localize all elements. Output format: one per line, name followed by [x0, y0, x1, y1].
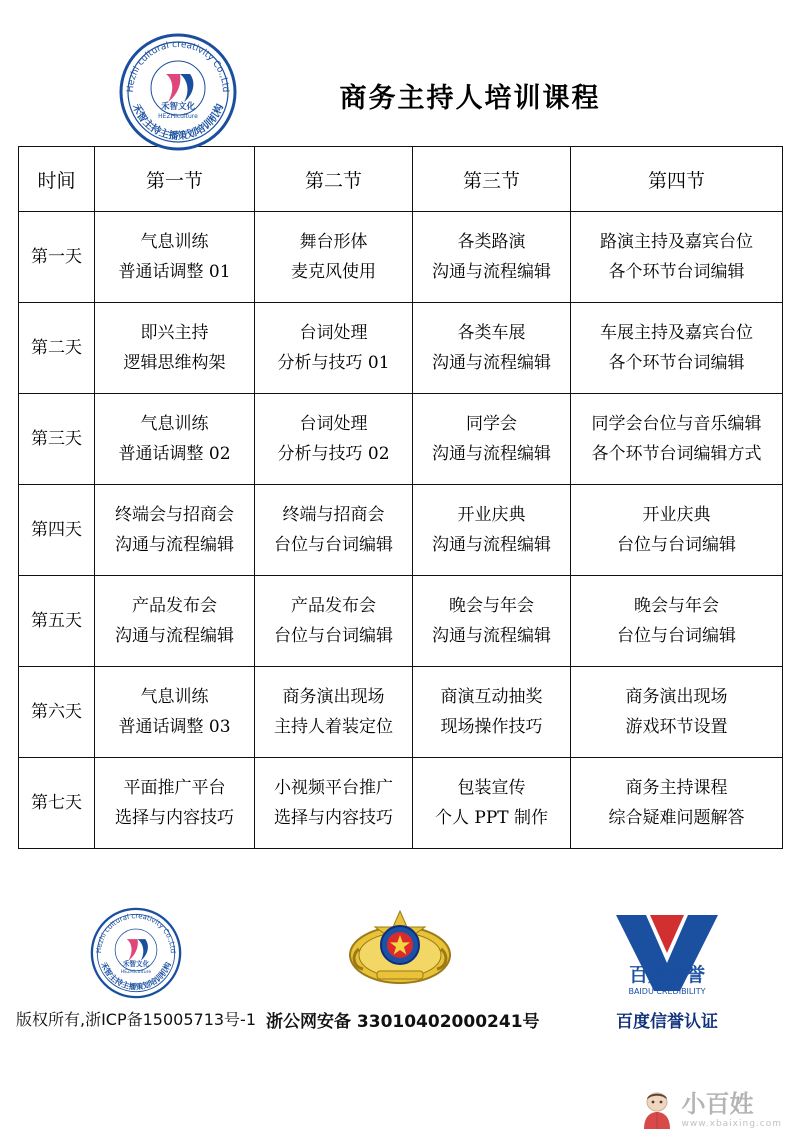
- cell-day5-session4: 晚会与年会 台位与台词编辑: [571, 576, 783, 667]
- cell-day7-session4: 商务主持课程 综合疑难问题解答: [571, 758, 783, 849]
- column-header-session-4: 第四节: [571, 147, 783, 212]
- cell-day4-session3: 开业庆典 沟通与流程编辑: [413, 485, 571, 576]
- row-day-label: 第四天: [19, 485, 95, 576]
- company-seal-logo-icon: [6, 905, 266, 1001]
- footer-badge-copyright: [0, 905, 266, 1030]
- baidu-credibility-v-icon: [534, 905, 800, 1001]
- table-row: [19, 758, 783, 849]
- cell-day7-session3: 包装宣传 个人 PPT 制作: [413, 758, 571, 849]
- table-row: [19, 485, 783, 576]
- row-day-label: 第一天: [19, 212, 95, 303]
- row-day-label: 第七天: [19, 758, 95, 849]
- cell-day7-session1: 平面推广平台 选择与内容技巧: [95, 758, 255, 849]
- cell-day3-session3: 同学会 沟通与流程编辑: [413, 394, 571, 485]
- cell-day5-session2: 产品发布会 台位与台词编辑: [255, 576, 413, 667]
- svg-text:Hezhi cultural creativity Co.,: Hezhi cultural creativity Co.,Ltd: [125, 39, 231, 93]
- cell-day2-session1: 即兴主持 逻辑思维构架: [95, 303, 255, 394]
- page-title: 商务主持人培训课程: [339, 82, 601, 114]
- svg-text:百度信誉: 百度信誉: [628, 964, 706, 986]
- row-day-label: 第六天: [19, 667, 95, 758]
- column-header-session-1: 第一节: [95, 147, 255, 212]
- cell-day6-session2: 商务演出现场 主持人着装定位: [255, 667, 413, 758]
- table-row: [19, 212, 783, 303]
- svg-text:禾智文化: 禾智文化: [160, 102, 196, 112]
- police-record-text: 浙公网安备 33010402000241号: [266, 1012, 540, 1032]
- xbaixing-mascot-icon: [638, 1089, 676, 1131]
- svg-text:禾智文化: 禾智文化: [122, 960, 150, 969]
- footer-badges: [0, 905, 800, 1032]
- watermark: [638, 1089, 783, 1131]
- cell-day4-session4: 开业庆典 台位与台词编辑: [571, 485, 783, 576]
- cell-day1-session3: 各类路演 沟通与流程编辑: [413, 212, 571, 303]
- cell-day3-session4: 同学会台位与音乐编辑 各个环节台词编辑方式: [571, 394, 783, 485]
- company-seal-logo-icon: [116, 30, 240, 154]
- cell-day2-session2: 台词处理 分析与技巧 01: [255, 303, 413, 394]
- cell-day2-session4: 车展主持及嘉宾台位 各个环节台词编辑: [571, 303, 783, 394]
- svg-text:禾智主持主播策划培训机构: 禾智主持主播策划培训机构: [129, 102, 227, 143]
- cell-day6-session3: 商演互动抽奖 现场操作技巧: [413, 667, 571, 758]
- svg-text:BAIDU CREDIBILITY: BAIDU CREDIBILITY: [628, 987, 706, 996]
- svg-text:Hezhi cultural creativity Co.,: Hezhi cultural creativity Co.,Ltd: [95, 912, 177, 954]
- cell-day6-session1: 气息训练 普通话调整 03: [95, 667, 255, 758]
- column-header-time: 时间: [19, 147, 95, 212]
- cell-day6-session4: 商务演出现场 游戏环节设置: [571, 667, 783, 758]
- cell-day2-session3: 各类车展 沟通与流程编辑: [413, 303, 571, 394]
- table-row: [19, 667, 783, 758]
- watermark-url: www.xbaixing.com: [681, 1118, 782, 1129]
- cell-day1-session2: 舞台形体 麦克风使用: [255, 212, 413, 303]
- cell-day4-session2: 终端与招商会 台位与台词编辑: [255, 485, 413, 576]
- schedule-table-wrapper: [18, 146, 782, 849]
- footer-badge-police-record[interactable]: [266, 905, 540, 1032]
- police-emblem-icon: [266, 905, 534, 1001]
- footer-badge-baidu-credibility[interactable]: [534, 905, 800, 1032]
- schedule-table: [18, 146, 783, 849]
- row-day-label: 第三天: [19, 394, 95, 485]
- cell-day1-session4: 路演主持及嘉宾台位 各个环节台词编辑: [571, 212, 783, 303]
- baidu-credibility-text: 百度信誉认证: [616, 1012, 718, 1032]
- svg-text:HEZHIculture: HEZHIculture: [120, 970, 152, 976]
- row-day-label: 第二天: [19, 303, 95, 394]
- row-day-label: 第五天: [19, 576, 95, 667]
- cell-day7-session2: 小视频平台推广 选择与内容技巧: [255, 758, 413, 849]
- table-row: [19, 576, 783, 667]
- table-row: [19, 303, 783, 394]
- table-header-row: [19, 147, 783, 212]
- column-header-session-3: 第三节: [413, 147, 571, 212]
- cell-day1-session1: 气息训练 普通话调整 01: [95, 212, 255, 303]
- column-header-session-2: 第二节: [255, 147, 413, 212]
- cell-day4-session1: 终端会与招商会 沟通与流程编辑: [95, 485, 255, 576]
- svg-text:HEZHIculture: HEZHIculture: [158, 113, 198, 120]
- cell-day5-session1: 产品发布会 沟通与流程编辑: [95, 576, 255, 667]
- document-header: [0, 0, 800, 143]
- svg-text:禾智主持主播策划培训机构: 禾智主持主播策划培训机构: [99, 960, 173, 992]
- cell-day3-session1: 气息训练 普通话调整 02: [95, 394, 255, 485]
- watermark-text: 小百姓: [681, 1089, 754, 1118]
- copyright-text: 版权所有,浙ICP备15005713号-1: [15, 1010, 257, 1029]
- table-row: [19, 394, 783, 485]
- cell-day3-session2: 台词处理 分析与技巧 02: [255, 394, 413, 485]
- cell-day5-session3: 晚会与年会 沟通与流程编辑: [413, 576, 571, 667]
